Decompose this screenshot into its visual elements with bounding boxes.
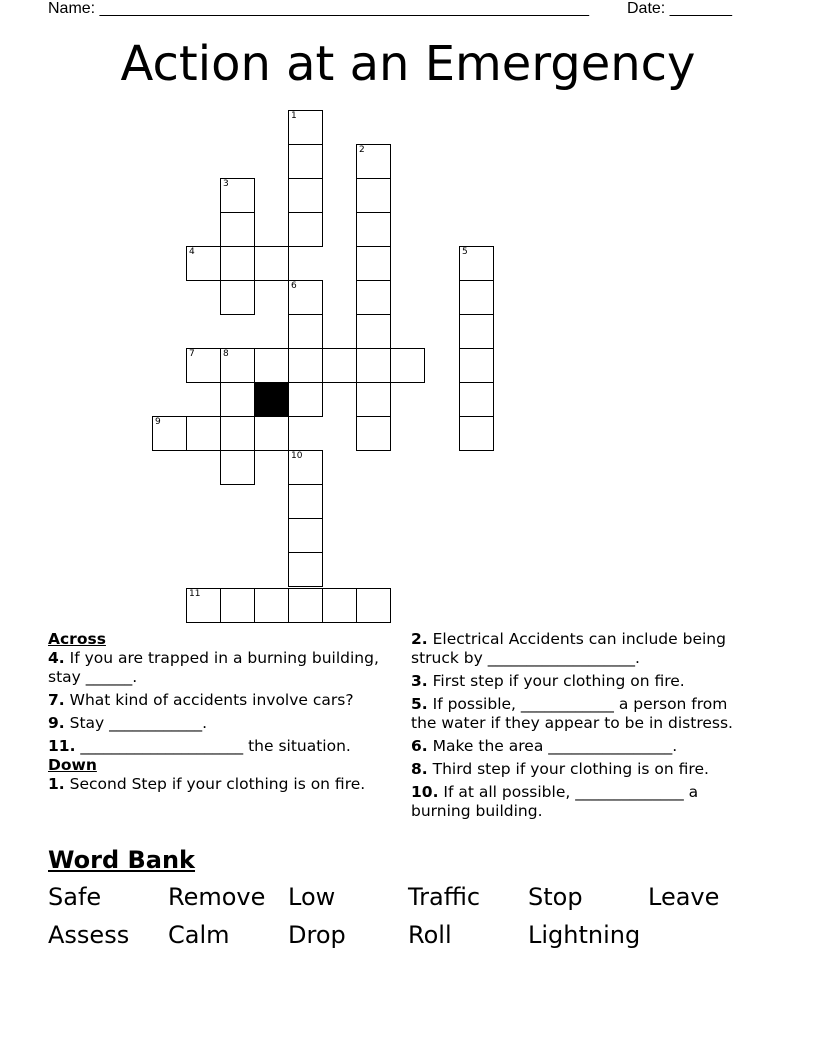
clue-number-7: 7 bbox=[189, 349, 195, 359]
clue-text: If possible, ____________ a person from the water if they appear to be in distress. bbox=[411, 695, 733, 732]
clue-number: 8. bbox=[411, 760, 428, 778]
clues-left-column bbox=[48, 630, 388, 798]
clue-number: 5. bbox=[411, 695, 428, 713]
grid-cell[interactable] bbox=[186, 348, 221, 383]
clue-down-10 bbox=[411, 783, 756, 821]
grid-cell[interactable] bbox=[459, 246, 494, 281]
clue-across-9 bbox=[48, 714, 388, 733]
clue-number-3: 3 bbox=[223, 179, 229, 189]
grid-cell[interactable] bbox=[356, 280, 391, 315]
word-bank-item: Low bbox=[288, 883, 336, 911]
clue-down-6 bbox=[411, 737, 756, 756]
clue-text: Make the area ________________. bbox=[432, 737, 678, 755]
grid-cell[interactable] bbox=[288, 178, 323, 213]
clue-number-1: 1 bbox=[291, 111, 297, 121]
clue-text: What kind of accidents involve cars? bbox=[69, 691, 354, 709]
grid-cell[interactable] bbox=[288, 450, 323, 485]
clue-text: Stay ____________. bbox=[69, 714, 208, 732]
grid-cell[interactable] bbox=[288, 552, 323, 587]
grid-cell[interactable] bbox=[254, 348, 289, 383]
word-bank-item: Remove bbox=[168, 883, 266, 911]
grid-cell[interactable] bbox=[220, 348, 255, 383]
grid-cell[interactable] bbox=[186, 246, 221, 281]
header bbox=[48, 0, 748, 20]
clues-right-column bbox=[411, 630, 756, 825]
clue-number-2: 2 bbox=[359, 145, 365, 155]
clue-text: Electrical Accidents can include being struck by ___________________. bbox=[411, 630, 726, 667]
clue-number: 1. bbox=[48, 775, 65, 793]
grid-cell[interactable] bbox=[220, 450, 255, 485]
grid-cell[interactable] bbox=[459, 314, 494, 349]
clue-number: 11. bbox=[48, 737, 76, 755]
clue-across-11 bbox=[48, 737, 388, 756]
across-heading: Across bbox=[48, 630, 106, 648]
down-heading: Down bbox=[48, 756, 97, 774]
grid-cell[interactable] bbox=[288, 212, 323, 247]
grid-cell[interactable] bbox=[288, 280, 323, 315]
clue-number: 6. bbox=[411, 737, 428, 755]
grid-cell[interactable] bbox=[459, 280, 494, 315]
grid-cell[interactable] bbox=[356, 246, 391, 281]
grid-cell[interactable] bbox=[220, 588, 255, 623]
clue-number-6: 6 bbox=[291, 281, 297, 291]
clue-number: 4. bbox=[48, 649, 65, 667]
clue-number: 3. bbox=[411, 672, 428, 690]
word-bank-item: Drop bbox=[288, 921, 346, 949]
grid-cell[interactable] bbox=[322, 348, 357, 383]
grid-cell[interactable] bbox=[220, 280, 255, 315]
word-bank-item: Lightning bbox=[528, 921, 641, 949]
grid-cell[interactable] bbox=[220, 416, 255, 451]
grid-cell[interactable] bbox=[288, 348, 323, 383]
grid-cell[interactable] bbox=[254, 246, 289, 281]
grid-cell[interactable] bbox=[220, 212, 255, 247]
word-bank-item: Safe bbox=[48, 883, 102, 911]
clue-number-8: 8 bbox=[223, 349, 229, 359]
grid-cell[interactable] bbox=[220, 246, 255, 281]
grid-cell[interactable] bbox=[288, 314, 323, 349]
clue-number: 9. bbox=[48, 714, 65, 732]
clue-number-10: 10 bbox=[291, 451, 303, 461]
date-field-label: Date: _______ bbox=[627, 0, 732, 17]
clue-text: Second Step if your clothing is on fire. bbox=[69, 775, 366, 793]
clue-number-5: 5 bbox=[462, 247, 468, 257]
name-field-label: Name: _______________________________________________________ bbox=[48, 0, 589, 17]
grid-cell[interactable] bbox=[288, 588, 323, 623]
grid-cell[interactable] bbox=[186, 416, 221, 451]
grid-cell[interactable] bbox=[288, 382, 323, 417]
word-bank-title: Word Bank bbox=[48, 846, 196, 874]
clue-down-3 bbox=[411, 672, 756, 691]
clue-text: First step if your clothing on fire. bbox=[432, 672, 685, 690]
clue-number: 10. bbox=[411, 783, 439, 801]
clue-across-4 bbox=[48, 649, 388, 687]
word-bank-item: Calm bbox=[168, 921, 230, 949]
clue-text: _____________________ the situation. bbox=[80, 737, 351, 755]
grid-cell[interactable] bbox=[459, 416, 494, 451]
clue-down-5 bbox=[411, 695, 756, 733]
clue-across-7 bbox=[48, 691, 388, 710]
clue-number-4: 4 bbox=[189, 247, 195, 257]
grid-cell[interactable] bbox=[288, 144, 323, 179]
grid-cell[interactable] bbox=[288, 518, 323, 553]
grid-cell[interactable] bbox=[356, 212, 391, 247]
grid-cell[interactable] bbox=[459, 348, 494, 383]
grid-cell[interactable] bbox=[356, 348, 391, 383]
grid-cell[interactable] bbox=[254, 416, 289, 451]
grid-cell[interactable] bbox=[356, 588, 391, 623]
grid-block bbox=[254, 382, 289, 417]
clue-number: 2. bbox=[411, 630, 428, 648]
word-bank-item: Stop bbox=[528, 883, 583, 911]
grid-cell[interactable] bbox=[356, 416, 391, 451]
grid-cell[interactable] bbox=[288, 110, 323, 145]
grid-cell[interactable] bbox=[220, 382, 255, 417]
grid-cell[interactable] bbox=[390, 348, 425, 383]
clue-down-2 bbox=[411, 630, 756, 668]
grid-cell[interactable] bbox=[356, 382, 391, 417]
clue-down-1 bbox=[48, 775, 388, 794]
clue-number-9: 9 bbox=[155, 417, 161, 427]
clue-number: 7. bbox=[48, 691, 65, 709]
grid-cell[interactable] bbox=[220, 178, 255, 213]
page-title: Action at an Emergency bbox=[120, 36, 696, 92]
clue-text: Third step if your clothing is on fire. bbox=[432, 760, 709, 778]
clue-text: If you are trapped in a burning building, stay ______. bbox=[48, 649, 379, 686]
grid-cell[interactable] bbox=[186, 588, 221, 623]
grid-cell[interactable] bbox=[356, 178, 391, 213]
clue-number-11: 11 bbox=[189, 589, 201, 599]
grid-cell[interactable] bbox=[356, 314, 391, 349]
grid-cell[interactable] bbox=[152, 416, 187, 451]
grid-cell[interactable] bbox=[356, 144, 391, 179]
word-bank-item: Roll bbox=[408, 921, 452, 949]
clue-text: If at all possible, ______________ a burning building. bbox=[411, 783, 699, 820]
word-bank-item: Leave bbox=[648, 883, 720, 911]
grid-cell[interactable] bbox=[254, 588, 289, 623]
word-bank-item: Assess bbox=[48, 921, 130, 949]
clue-down-8 bbox=[411, 760, 756, 779]
grid-cell[interactable] bbox=[288, 484, 323, 519]
grid-cell[interactable] bbox=[459, 382, 494, 417]
word-bank-item: Traffic bbox=[408, 883, 481, 911]
grid-cell[interactable] bbox=[322, 588, 357, 623]
